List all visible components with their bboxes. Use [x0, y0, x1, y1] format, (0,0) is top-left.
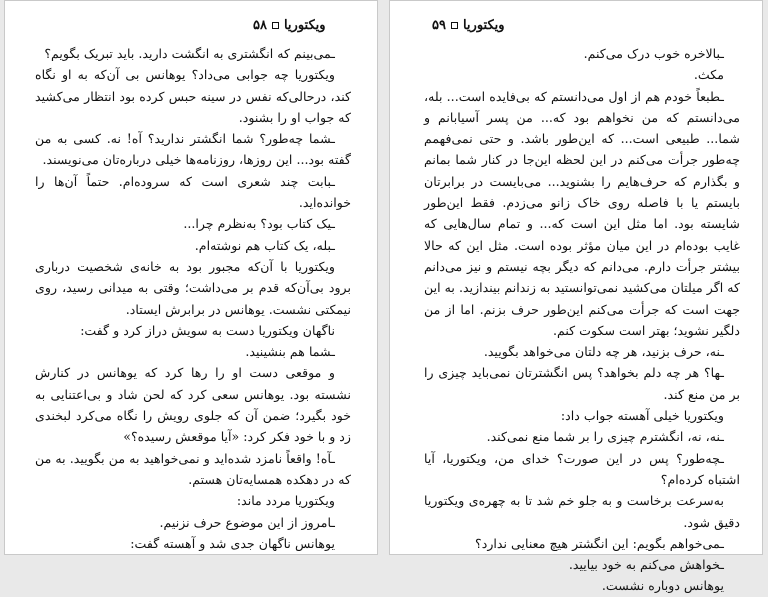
right-page: [389, 0, 763, 594]
paragraph: مکث.: [693, 67, 724, 83]
paragraph: ـها؟ هر چه دلم بخواهد؟ پس انگشترتان نمی‌باید چیزی را بر من منع کند.: [424, 365, 740, 402]
paragraph: ویکتوریا مردد ماند:: [236, 493, 335, 509]
paragraph: و موقعی دست او را رها کرد که یوهانس در کنارش نشسته بود. یوهانس سعی کرد که لحن شاد و بی‌اعتنایی به خود بگیرد؛ ضمن آن که جلوی رویش را نگاه می‌کرد لبخندی زد و با خود فکر کرد: «آیا موقعش رسیده؟»: [35, 365, 351, 445]
paragraph: ـچه‌طور؟ پس در این صورت؟ خدای من، ویکتوریا، آیا اشتباه کرده‌ام؟: [424, 450, 740, 487]
paragraph: ـشما هم بنشینید.: [245, 344, 335, 360]
page-header: [253, 15, 326, 35]
page-number: ۵۸: [253, 17, 267, 33]
paragraph: ـطبعاً خودم هم از اول می‌دانستم که بی‌فایده است... بله، می‌دانستم که من نخواهم بود که... من پسر آسیابانم و شما... طبیعی است... که این‌طور باشد. و حتی نمی‌فهمم چه‌طور جرأت می‌کنم در این لحظه این‌جا در کنار شما بمانم و بگذارم که حرف‌هایم را بشنوید... می‌بایست در برابرتان بایستم یا با فاصله روی خاک زانو می‌زدم. فقط این‌طور شایسته بود. اما مثل این است که... و تمام سال‌هایی که غایب بوده‌ام در این میان مؤثر بوده است. مثل این که حالا بیشتر جرأت دارم. می‌دانم که دیگر بچه نیستم و نیز می‌دانم که اگر میلتان می‌کشید نمی‌توانستید به زندانم بیندازید. به این جهت است که جرأت می‌کنم این‌طور حرف بزنم. اما از من دلگیر نشوید؛ بهتر است سکوت کنم.: [424, 88, 740, 338]
paragraph: یوهانس ناگهان جدی شد و آهسته گفت:: [130, 535, 335, 551]
paragraph: ـامروز از این موضوع حرف نزنیم.: [159, 514, 335, 530]
running-title: ویکتوریا: [283, 17, 326, 33]
page-header: [432, 15, 505, 35]
paragraph: ـآه! واقعاً نامزد شده‌اید و نمی‌خواهید به من بگویید. به من که در دهکده همسایه‌تان هستم.: [35, 450, 351, 487]
paragraph: ـبالاخره خوب درک می‌کنم.: [583, 46, 724, 61]
page-body: [35, 43, 351, 554]
page-body: [424, 43, 740, 597]
paragraph: ـنه، حرف بزنید، هر چه دلتان می‌خواهد بگویید.: [483, 344, 724, 360]
paragraph: ناگهان ویکتوریا دست به سویش دراز کرد و گفت:: [80, 322, 335, 338]
paragraph: ـشما چه‌طور؟ شما انگشتر ندارید؟ آه! نه. کسی به من گفته بود... این روزها، روزنامه‌ها خیلی درباره‌تان می‌نویسند.: [35, 131, 351, 168]
paragraph: ـبله، یک کتاب هم نوشته‌ام.: [194, 237, 335, 253]
paragraph: به‌سرعت برخاست و به جلو خم شد تا به چهره‌ی ویکتوریا دقیق شود.: [424, 493, 740, 530]
paragraph: ـمی‌خواهم بگویم: این انگشتر هیچ معنایی ندارد؟: [475, 535, 724, 551]
paragraph: ـمی‌بینم که انگشتری به انگشت دارید. باید تبریک بگویم؟: [44, 46, 335, 61]
paragraph: ـنه، نه، انگشترم چیزی را بر شما منع نمی‌کند.: [486, 429, 724, 445]
paragraph: یوهانس دوباره نشست.: [601, 578, 724, 594]
running-title: ویکتوریا: [462, 17, 505, 33]
page-number: ۵۹: [432, 17, 446, 33]
left-page: [4, 0, 378, 555]
paragraph: ـیک کتاب بود؟ به‌نظرم چرا...: [183, 216, 335, 232]
square-ornament-icon: [272, 22, 279, 29]
paragraph: ویکتوریا خیلی آهسته جواب داد:: [560, 408, 724, 424]
square-ornament-icon: [451, 22, 458, 29]
paragraph: ویکتوریا با آن‌که مجبور بود به خانه‌ی شخصیت درباری برود بی‌آن‌که قدم بر می‌داشت؛ وقتی به میدانی رسید، روی نیمکتی نشست. یوهانس در برابرش ایستاد.: [35, 258, 351, 317]
paragraph: ویکتوریا چه جوابی می‌داد؟ یوهانس بی آن‌که به او نگاه کند، درحالی‌که نفس در سینه حبس کرده بود انتظار می‌کشید که جواب او را بشنود.: [35, 67, 351, 125]
paragraph: ـبابت چند شعری است که سروده‌ام. حتماً آن‌ها را خوانده‌اید.: [35, 173, 351, 211]
paragraph: ـخواهش می‌کنم به خود بیایید.: [568, 557, 724, 573]
